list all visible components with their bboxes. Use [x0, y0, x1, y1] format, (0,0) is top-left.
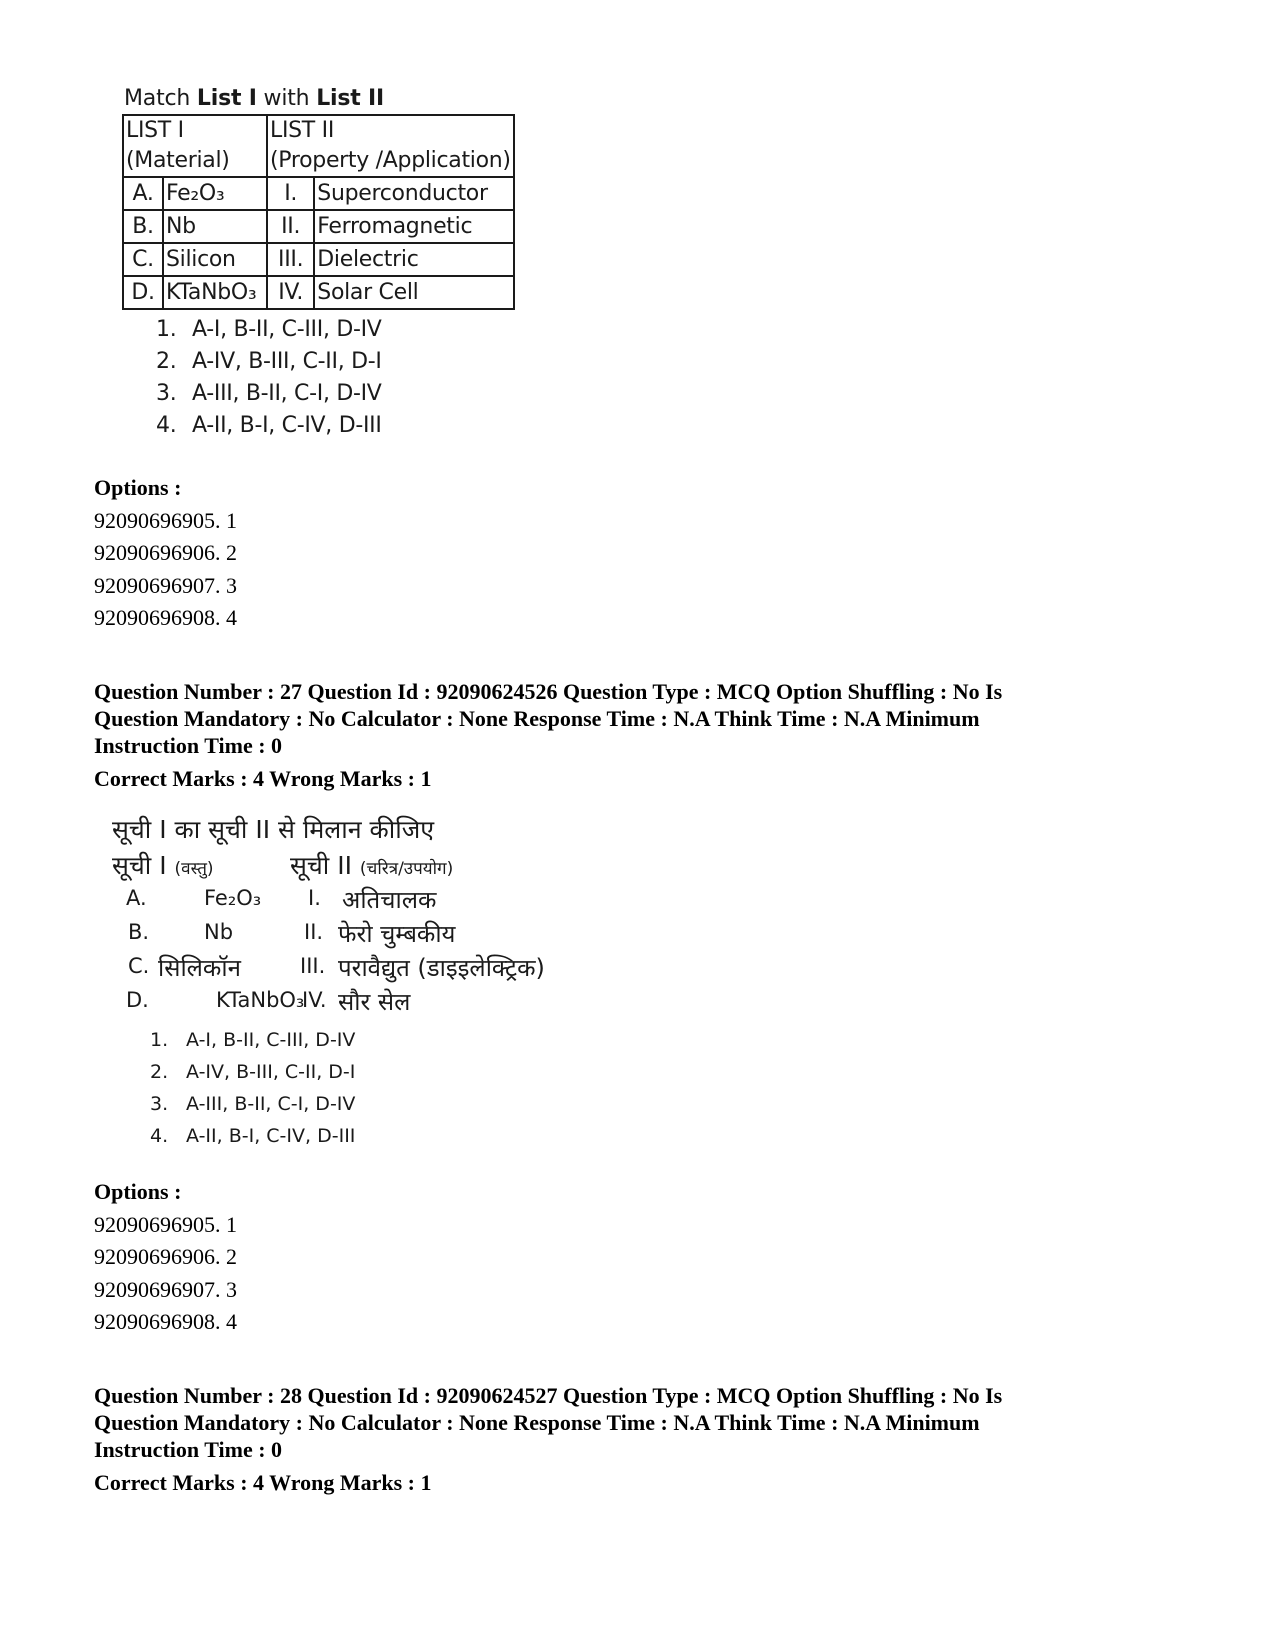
- match-list2-label: List II: [316, 86, 385, 111]
- option-item: 92090696907. 3: [94, 572, 237, 598]
- option-item: 92090696906. 2: [94, 1244, 237, 1269]
- hindi-list2-header: [290, 848, 453, 882]
- question-27-meta: [94, 678, 1154, 792]
- row-material: Silicon: [163, 243, 267, 276]
- table-row: [123, 243, 514, 276]
- meta-line: Instruction Time : 0: [94, 733, 283, 758]
- choice-text: A-IV, B-III, C-II, D-I: [186, 1061, 356, 1083]
- row-material: Fe₂O₃: [163, 177, 267, 210]
- match-instruction: [124, 86, 542, 111]
- row-property: अतिचालक: [342, 886, 437, 914]
- row-property: Solar Cell: [314, 276, 513, 309]
- option-item: 92090696908. 4: [94, 1309, 237, 1334]
- row-property: परावैद्युत (डाइइलेक्ट्रिक): [338, 954, 545, 982]
- row-numeral: IV.: [267, 276, 314, 309]
- row-material: Nb: [163, 210, 267, 243]
- list-item: [156, 314, 542, 346]
- row-property: सौर सेल: [338, 988, 411, 1016]
- choice-number: 1.: [150, 1029, 169, 1051]
- choice-text: A-III, B-II, C-I, D-IV: [186, 1093, 356, 1115]
- match-table-header: [123, 115, 514, 177]
- hindi-instruction: सूची I का सूची II से मिलान कीजिए: [112, 815, 435, 844]
- row-property: Dielectric: [314, 243, 513, 276]
- choice-text: A-II, B-I, C-IV, D-III: [186, 1125, 356, 1147]
- list2-header: [267, 115, 514, 177]
- row-material: Fe₂O₃: [204, 886, 262, 910]
- option-item: 92090696905. 1: [94, 1211, 237, 1237]
- table-row: [123, 276, 514, 309]
- question-27-match-image: [112, 812, 582, 1152]
- list2-header-sub: (Property /Application): [270, 148, 511, 173]
- table-row: [112, 920, 582, 954]
- option-item: 92090696907. 3: [94, 1276, 237, 1302]
- row-material: KTaNbO₃: [163, 276, 267, 309]
- row-property: Ferromagnetic: [314, 210, 513, 243]
- row-material: सिलिकॉन: [158, 954, 241, 982]
- list-item: [150, 1120, 582, 1152]
- row-numeral: IV.: [302, 988, 327, 1012]
- list-item: [156, 346, 542, 378]
- row-numeral: II.: [304, 920, 324, 944]
- choice-number: 3.: [150, 1093, 169, 1115]
- row-property: Superconductor: [314, 177, 513, 210]
- option-item: 92090696906. 2: [94, 540, 237, 565]
- row-property: फेरो चुम्बकीय: [338, 920, 456, 948]
- table-row: [112, 988, 582, 1022]
- list-item: [150, 1024, 582, 1056]
- choice-number: 2.: [150, 1061, 169, 1083]
- choice-text: A-I, B-II, C-III, D-IV: [192, 317, 382, 342]
- question-26-match-image: [122, 86, 542, 442]
- list-item: [156, 378, 542, 410]
- question-27-options: [94, 1176, 237, 1339]
- row-numeral: I.: [267, 177, 314, 210]
- hindi-list1-sub: (वस्तु): [174, 859, 214, 879]
- list-item: [150, 1088, 582, 1120]
- row-letter: C.: [128, 954, 150, 978]
- meta-line: Question Mandatory : No Calculator : None Response Time : N.A Think Time : N.A Minimum: [94, 1410, 980, 1435]
- match-list1-label: List I: [196, 86, 257, 111]
- row-material: KTaNbO₃: [216, 988, 305, 1012]
- choice-text: A-I, B-II, C-III, D-IV: [186, 1029, 356, 1051]
- row-letter: A.: [126, 886, 147, 910]
- list2-header-title: LIST II: [270, 118, 335, 143]
- list1-header-sub: (Material): [126, 148, 230, 173]
- choice-number: 4.: [156, 413, 177, 438]
- choice-number: 4.: [150, 1125, 169, 1147]
- meta-line: Question Number : 28 Question Id : 92090624527 Question Type : MCQ Option Shuffling : No Is: [94, 1383, 1003, 1408]
- row-letter: A.: [123, 177, 163, 210]
- row-letter: D.: [123, 276, 163, 309]
- marks-line: Correct Marks : 4 Wrong Marks : 1: [94, 1470, 432, 1495]
- row-numeral: I.: [308, 886, 321, 910]
- table-row: [112, 886, 582, 920]
- match-choices: [122, 314, 542, 442]
- options-label: Options :: [94, 1179, 182, 1204]
- choice-number: 3.: [156, 381, 177, 406]
- table-row: [123, 177, 514, 210]
- row-material: Nb: [204, 920, 234, 944]
- table-row: [123, 210, 514, 243]
- choice-text: A-IV, B-III, C-II, D-I: [192, 349, 382, 374]
- list-item: [150, 1056, 582, 1088]
- option-item: 92090696905. 1: [94, 507, 237, 533]
- list-item: [156, 410, 542, 442]
- row-letter: D.: [126, 988, 149, 1012]
- match-prefix: Match: [124, 86, 197, 111]
- options-label: Options :: [94, 475, 182, 500]
- list1-header-title: LIST I: [126, 118, 184, 143]
- list1-header: [123, 115, 267, 177]
- choice-number: 2.: [156, 349, 177, 374]
- hindi-list2-title: सूची II: [290, 851, 352, 880]
- question-26-options: [94, 472, 237, 635]
- row-numeral: III.: [300, 954, 326, 978]
- hindi-list-header: [112, 848, 582, 886]
- choice-text: A-III, B-II, C-I, D-IV: [192, 381, 382, 406]
- hindi-list2-sub: (चरित्र/उपयोग): [359, 859, 454, 879]
- meta-line: Question Number : 27 Question Id : 92090624526 Question Type : MCQ Option Shuffling : No Is: [94, 679, 1003, 704]
- row-letter: B.: [123, 210, 163, 243]
- table-row: [112, 954, 582, 988]
- question-28-meta: [94, 1382, 1154, 1496]
- row-letter: B.: [128, 920, 150, 944]
- row-numeral: II.: [267, 210, 314, 243]
- marks-line: Correct Marks : 4 Wrong Marks : 1: [94, 766, 432, 791]
- hindi-list1-title: सूची I: [112, 851, 167, 880]
- choice-number: 1.: [156, 317, 177, 342]
- meta-line: Question Mandatory : No Calculator : None Response Time : N.A Think Time : N.A Minimum: [94, 706, 980, 731]
- meta-line: Instruction Time : 0: [94, 1437, 283, 1462]
- hindi-list1-header: [112, 848, 214, 882]
- choice-text: A-II, B-I, C-IV, D-III: [192, 413, 382, 438]
- row-letter: C.: [123, 243, 163, 276]
- match-with: with: [256, 86, 317, 111]
- hindi-match-choices: [112, 1024, 582, 1152]
- match-table: [122, 114, 515, 310]
- row-numeral: III.: [267, 243, 314, 276]
- option-item: 92090696908. 4: [94, 605, 237, 630]
